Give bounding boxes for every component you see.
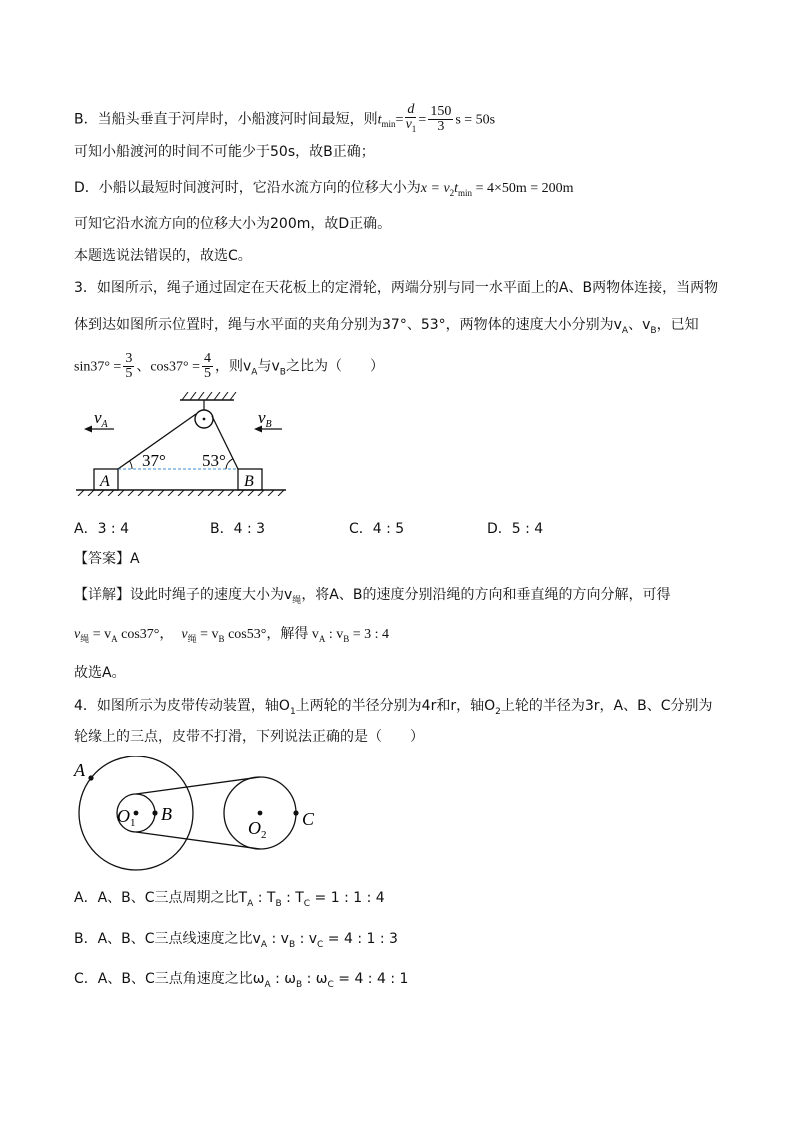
angle-arc-a (130, 461, 133, 469)
point-c (293, 810, 298, 815)
belt-bottom (136, 832, 260, 849)
point-a (88, 775, 93, 780)
fraction-4-over-5: $\frac{4}{5}$ (204, 351, 211, 381)
angle-label-37: 37° (142, 451, 166, 470)
ceiling-hatch (182, 392, 236, 400)
q3-option-b: B．4 : 3 (210, 521, 266, 537)
label-b: B (161, 804, 172, 824)
label-o2: $O_2$ (248, 818, 267, 841)
answer-line: 【答案】A (74, 551, 140, 567)
belt-drive-figure (70, 756, 330, 880)
solution-line-d: D．小船以最短时间渡河时，它沿水流方向的位移大小为$x = v_2t_{min} = 4\times 50m = 200m$ (74, 180, 574, 198)
q3-option-a: A．3 : 4 (74, 521, 130, 537)
pulley-figure (74, 392, 290, 496)
point-b (152, 810, 157, 815)
question-3-line-2: 体到达如图所示位置时，绳与水平面的夹角分别为37°、53°，两物体的速度大小分别为$v_A$、$v_B$，已知 (74, 317, 699, 336)
belt-top (136, 777, 260, 794)
axle-o2 (258, 811, 263, 816)
question-3-line-1: 3．如图所示，绳子通过固定在天花板上的定滑轮，两端分别与同一水平面上的A、B两物体连接，当两物 (74, 280, 719, 296)
label-a: A (74, 760, 85, 780)
arrowhead-a-icon (84, 426, 92, 433)
velocity-label-b: $v_B$ (258, 408, 272, 430)
angle-label-53: 53° (202, 451, 226, 470)
question-4-line-1: 4．如图所示为皮带传动装置，轴$O_1$上两轮的半径分别为4r和r，轴$O_2$上轮的半径为3r，A、B、C分别为 (74, 698, 713, 717)
choose-line: 故选A。 (74, 665, 126, 681)
detail-equations: $v_绳 = v_A$ cos37°， $v_绳 = v_B$ cos53°，解得 $v_A$ : $v_B = 3$ : 4 (74, 627, 390, 644)
solution-line-b: B．当船头垂直于河岸时，小船渡河时间最短，则$t_{min}=$ $\frac{d}{v_1}$ = $\frac{150}{3}$ s = 50s (74, 102, 496, 134)
fraction-150-over-3: $\frac{150}{3}$ (430, 103, 452, 134)
angle-arc-b (226, 459, 233, 469)
ground-hatch (78, 490, 284, 496)
fraction-d-over-v1: $\frac{d}{v_1}$ (405, 102, 417, 134)
question-3-line-3: sin37° = $\frac{3}{5}$ 、cos37° = $\frac{4}{5}$ ，则$v_A$与$v_B$之比为（ ） (74, 351, 384, 381)
solution-line-5: 本题选说法错误的，故选C。 (74, 248, 252, 264)
solution-line-2: 可知小船渡河的时间不可能少于50s，故B正确； (74, 144, 375, 160)
question-4-line-2: 轮缘上的三点，皮带不打滑，下列说法正确的是（ ） (74, 729, 424, 745)
box-b-label: B (244, 473, 254, 490)
pulley-axle (203, 418, 206, 421)
q4-option-b: B．A、B、C三点线速度之比$v_A$ : $v_B$ : $v_C = 4$ : 1 : 3 (74, 931, 398, 950)
fraction-3-over-5: $\frac{3}{5}$ (125, 351, 133, 381)
q4-option-a: A．A、B、C三点周期之比$T_A$ : $T_B$ : $T_C = 1$ : 1 : 4 (74, 890, 385, 909)
label-c: C (302, 809, 315, 829)
velocity-label-a: $v_A$ (94, 408, 108, 430)
axle-o1 (134, 811, 139, 816)
q3-option-d: D．5 : 4 (487, 521, 544, 537)
detail-line-1: 【详解】设此时绳子的速度大小为$v_绳$，将A、B的速度分别沿绳的方向和垂直绳的方向分解，可得 (74, 587, 671, 606)
solution-line-4: 可知它沿水流方向的位移大小为200m，故D正确。 (74, 216, 392, 232)
q4-option-c: C．A、B、C三点角速度之比$\omega_A$ : $\omega_B$ : $\omega_C = 4$ : 4 : 1 (74, 971, 409, 990)
box-a-label: A (100, 473, 110, 490)
q3-option-c: C．4 : 5 (349, 521, 405, 537)
label-o1: $O_1$ (117, 806, 136, 829)
